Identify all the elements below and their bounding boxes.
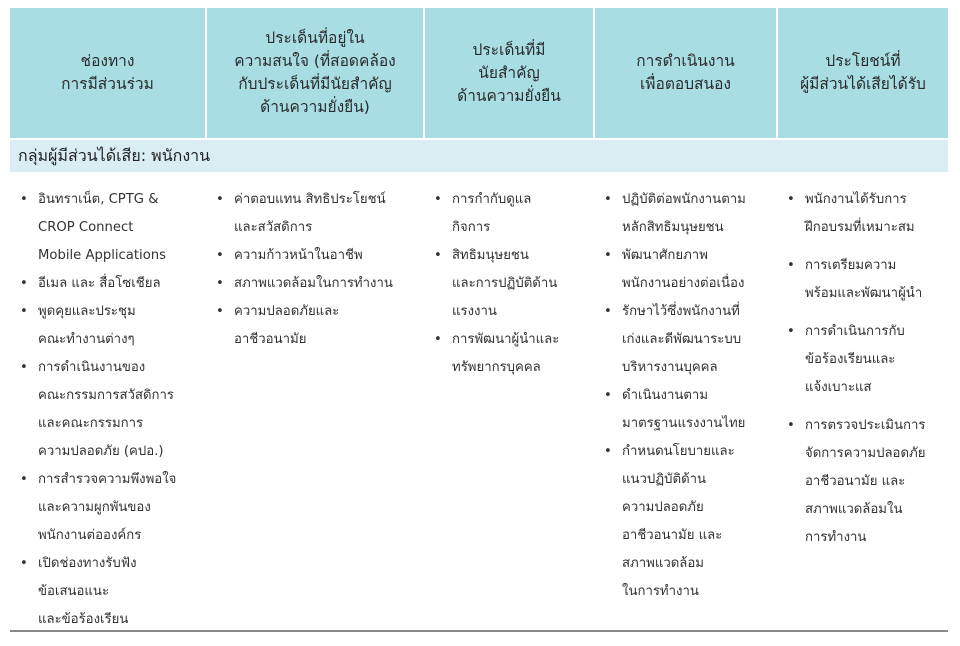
content-row [10,172,948,634]
list-item [18,550,200,634]
header-line: การมีส่วนร่วม [61,75,154,93]
item-line: การทำงาน [805,530,867,545]
list-item [18,354,200,466]
list-item [18,270,200,298]
stakeholder-table [10,8,948,634]
header-row [10,8,948,139]
header-line: ประโยชน์ที่ [825,52,901,70]
item-line: • ความก้าวหน้าในอาชีพ [234,248,363,263]
item-line: จัดการความปลอดภัย [805,446,926,461]
item-line: แจ้งเบาะแส [805,380,872,395]
list-item [18,298,200,354]
item-line: อาชีวอนามัย [234,332,307,347]
bullet-list [785,186,942,552]
item-line: • ดำเนินงานตาม [622,388,709,403]
item-line: ในการทำงาน [622,584,699,599]
header-stakeholder-benefits [777,8,948,139]
item-line: พนักงานอย่างต่อเนื่อง [622,276,745,291]
item-line: • การพัฒนาผู้นำและ [452,332,560,347]
bullet-list [432,186,588,382]
item-line: พนักงานต่อองค์กร [38,528,142,543]
list-item [432,326,588,382]
item-line: • การกำกับดูแล [452,192,532,207]
column-stakeholder-benefits [777,172,948,634]
header-line: ความสนใจ (ที่สอดคล้อง [234,52,396,70]
list-item [214,186,418,242]
item-line: • รักษาไว้ซึ่งพนักงานที่ [622,304,740,319]
item-line: อาชีวอนามัย และ [805,474,906,489]
list-item [602,186,771,242]
item-line: • อินทราเน็ต, CPTG & [38,192,159,207]
item-line: CROP Connect [38,220,134,235]
item-line: • การดำเนินการกับ [805,324,905,339]
list-item [785,252,942,308]
item-line: และสวัสดิการ [234,220,313,235]
item-line: • การเตรียมความ [805,258,897,273]
header-interest-issues [206,8,424,139]
header-material-issues [424,8,594,139]
header-line: ด้านความยั่งยืน [457,86,561,105]
header-line: ประเด็นที่มี [472,40,546,59]
list-item [214,242,418,270]
item-line: แรงงาน [452,304,497,319]
item-line: • อีเมล และ สื่อโซเชียล [38,276,161,291]
item-line: สภาพแวดล้อมใน [805,502,903,517]
item-line: หลักสิทธิมนุษยชน [622,220,724,235]
header-line: ผู้มีส่วนได้เสียได้รับ [800,75,926,93]
item-line: กิจการ [452,220,491,235]
header-line: ประเด็นที่อยู่ใน [265,29,365,47]
list-item [432,186,588,242]
header-line: การดำเนินงาน [636,52,735,70]
item-line: • การตรวจประเมินการ [805,418,926,433]
item-line: และข้อร้องเรียน [38,612,129,627]
header-line: ช่องทาง [80,52,135,70]
item-line: ฝึกอบรมที่เหมาะสม [805,220,915,235]
item-line: และการปฏิบัติด้าน [452,276,558,291]
list-item [214,270,418,298]
item-line: • ความปลอดภัยและ [234,304,340,319]
item-line: • สภาพแวดล้อมในการทำงาน [234,276,393,291]
header-line: กับประเด็นที่มีนัยสำคัญ [238,75,392,93]
list-item [602,298,771,382]
item-line: อาชีวอนามัย และ [622,528,723,543]
item-line: • พูดคุยและประชุม [38,304,136,319]
list-item [214,298,418,354]
list-item [602,382,771,438]
header-engagement-channels [10,8,206,139]
column-material-issues [424,172,594,634]
bullet-list [18,186,200,634]
item-line: • เปิดช่องทางรับฟัง [38,556,137,571]
item-line: คณะกรรมการสวัสดิการ [38,388,174,403]
item-line: • สิทธิมนุษยชน [452,248,529,263]
item-line: ข้อเสนอแนะ [38,584,110,599]
item-line: และคณะกรรมการ [38,416,144,431]
item-line: ทรัพยากรบุคคล [452,360,541,375]
list-item [18,466,200,550]
item-line: • ค่าตอบแทน สิทธิประโยชน์ [234,192,386,207]
item-line: • ปฏิบัติต่อพนักงานตาม [622,192,746,207]
column-response-actions [594,172,777,634]
item-line: พร้อมและพัฒนาผู้นำ [805,286,923,301]
list-item [785,412,942,552]
header-line: นัยสำคัญ [478,63,540,82]
list-item [785,186,942,242]
item-line: มาตรฐานแรงงานไทย [622,416,746,431]
item-line: คณะทำงานต่างๆ [38,332,135,347]
group-row [10,139,948,172]
bullet-list [214,186,418,354]
item-line: และความผูกพันของ [38,500,151,515]
item-line: เก่งและดีพัฒนาระบบ [622,332,742,347]
header-response-actions [594,8,777,139]
item-line: • พนักงานได้รับการ [805,192,907,207]
item-line: • กำหนดนโยบายและ [622,444,735,459]
list-item [432,242,588,326]
list-item [602,242,771,298]
item-line: • การสำรวจความพึงพอใจ [38,472,177,487]
bottom-rule [10,630,948,632]
group-label: กลุ่มผู้มีส่วนได้เสีย: พนักงาน [10,139,948,172]
list-item [18,186,200,270]
column-interest-issues [206,172,424,634]
list-item [785,318,942,402]
header-line: ด้านความยั่งยืน) [260,98,370,116]
item-line: • การดำเนินงานของ [38,360,146,375]
item-line: บริหารงานบุคคล [622,360,718,375]
item-line: ข้อร้องเรียนและ [805,352,896,367]
column-engagement-channels [10,172,206,634]
item-line: ความปลอดภัย [622,500,704,515]
item-line: Mobile Applications [38,248,167,263]
header-line: เพื่อตอบสนอง [640,75,731,93]
bullet-list [602,186,771,606]
item-line: ความปลอดภัย (คปอ.) [38,444,164,459]
stakeholder-table-container [10,8,948,634]
item-line: สภาพแวดล้อม [622,556,705,571]
item-line: • พัฒนาศักยภาพ [622,248,708,263]
item-line: แนวปฏิบัติด้าน [622,472,707,487]
list-item [602,438,771,606]
